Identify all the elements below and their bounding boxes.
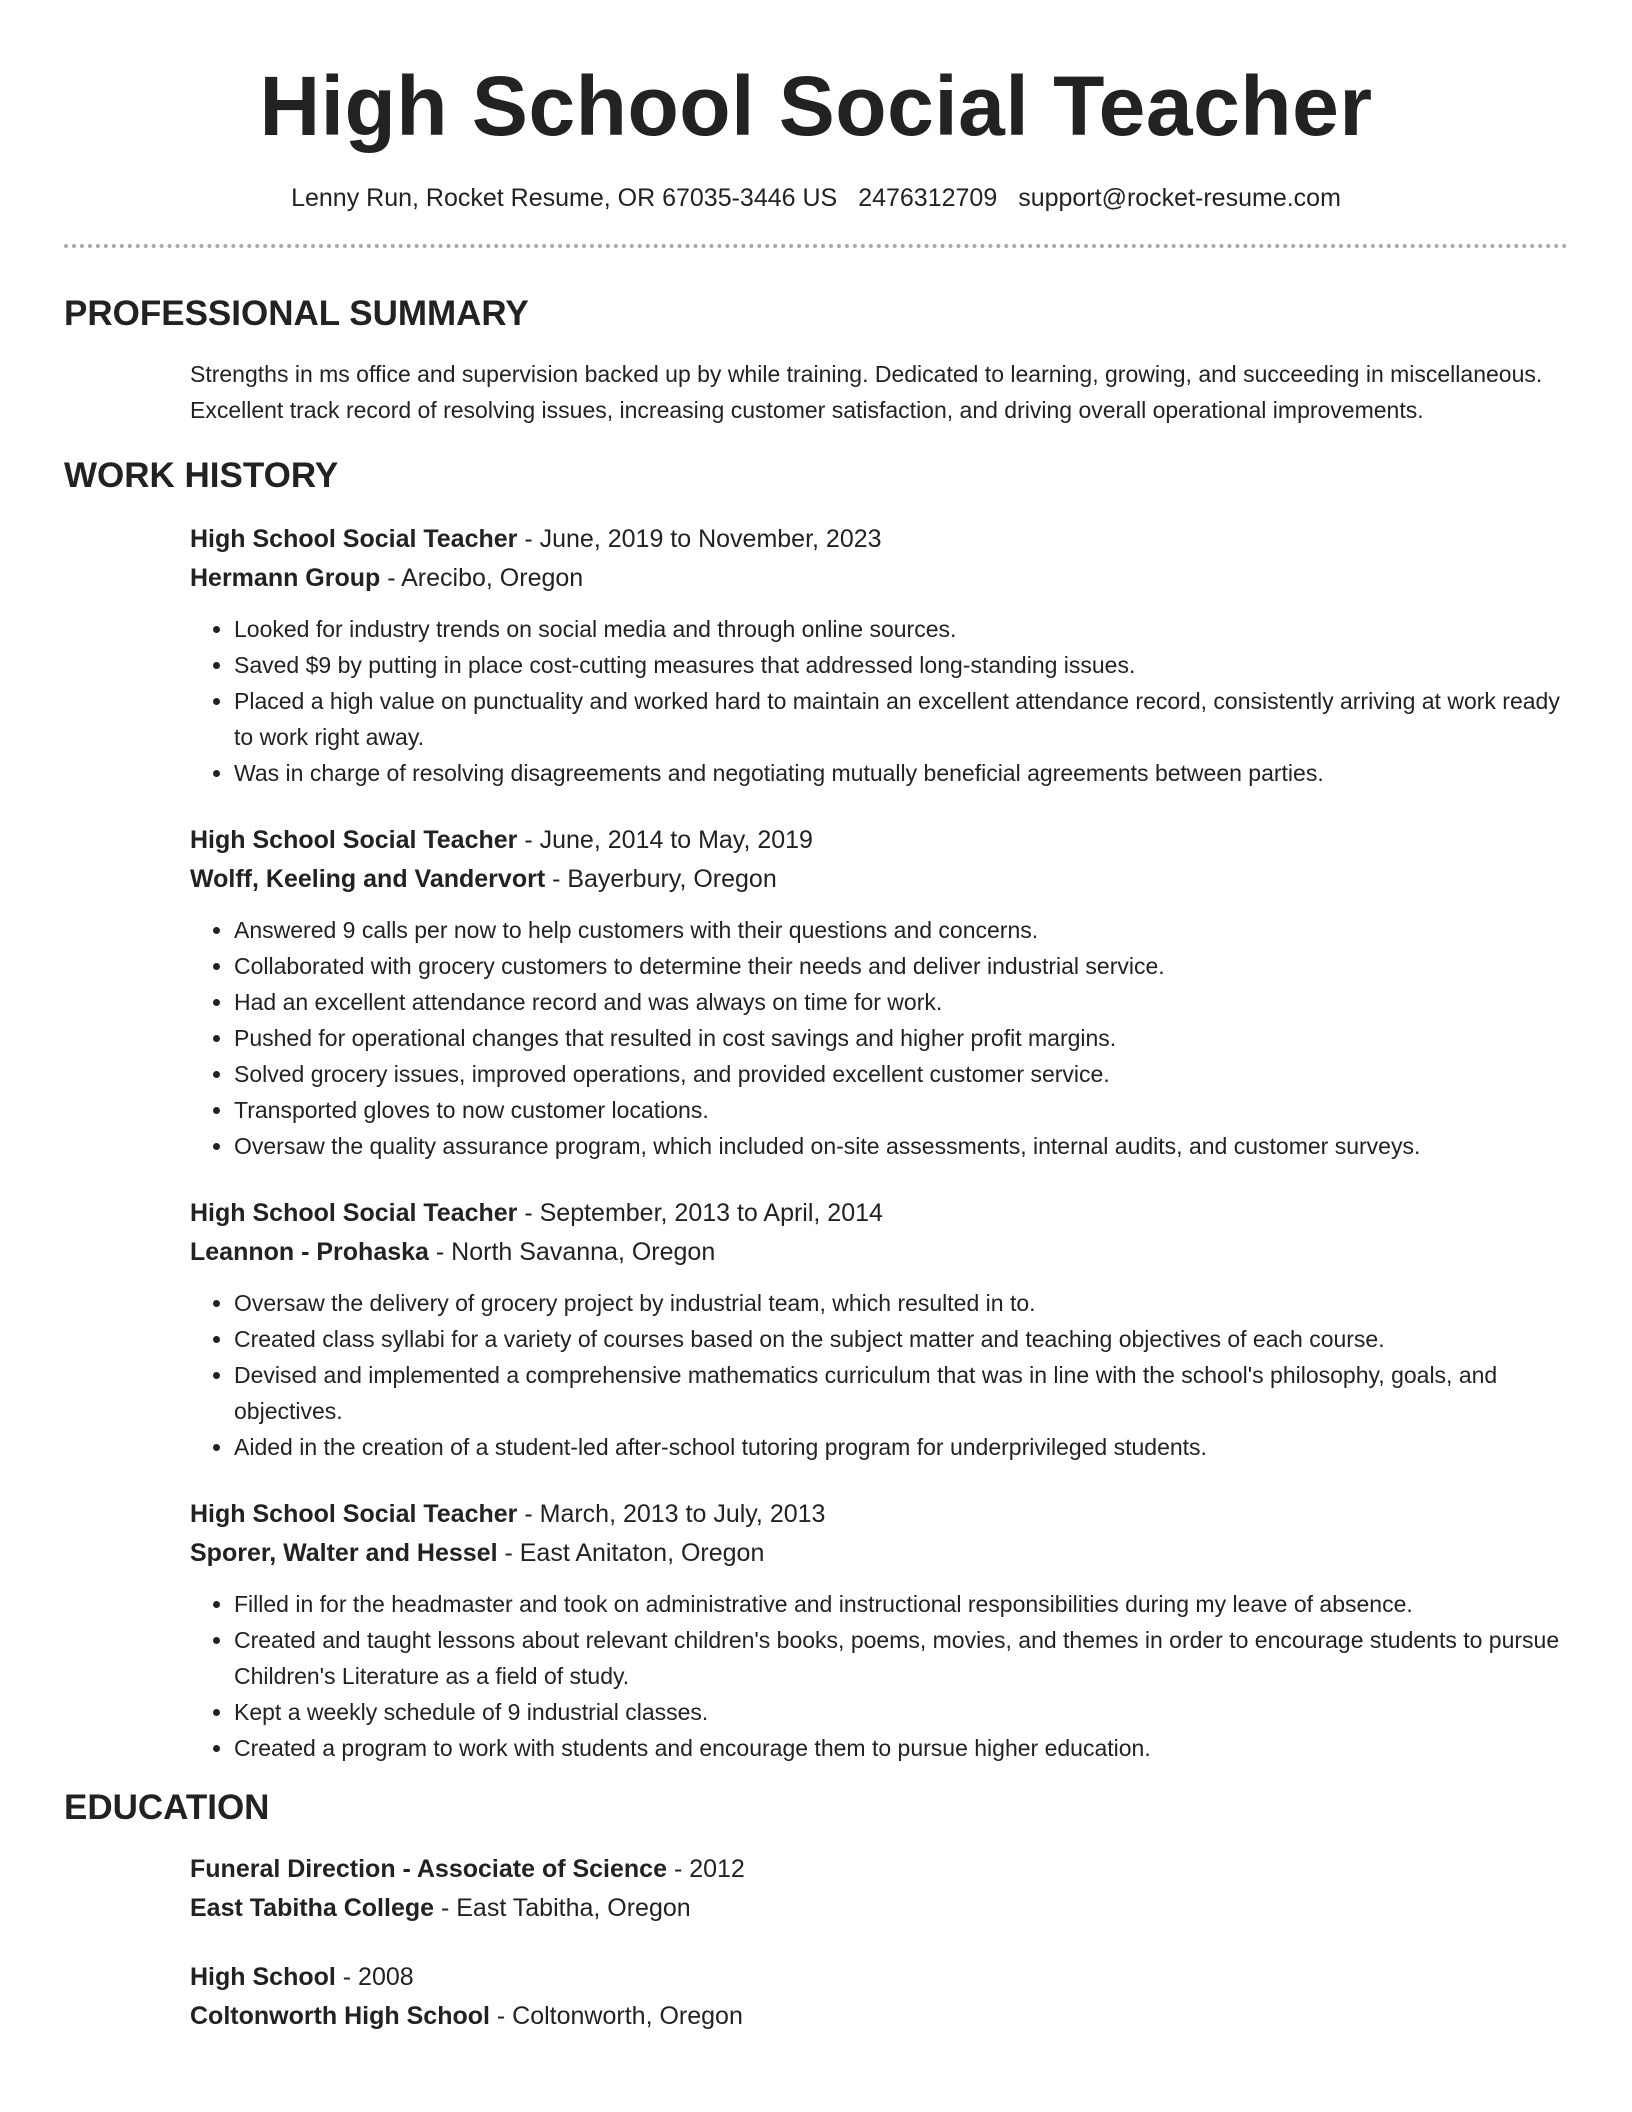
resume-title: High School Social Teacher [259, 59, 1373, 153]
education-degree: High School [190, 1963, 336, 1991]
job-bullet: • Aided in the creation of a student-led after-school tutoring program for underprivileged students. [234, 1429, 1560, 1465]
job-bullet: • Saved $9 by putting in place cost-cutting measures that addressed long-standing issues. [234, 647, 1560, 683]
job-company-line [190, 1534, 1560, 1573]
job-bullet: • Created a program to work with students and encourage them to pursue higher education. [234, 1730, 1560, 1766]
education-school-line [190, 1997, 1560, 2036]
job-bullet: • Created class syllabi for a variety of courses based on the subject matter and teaching objectives of each course. [234, 1321, 1560, 1357]
education-degree: Funeral Direction - Associate of Science [190, 1855, 667, 1883]
job-bullet: • Oversaw the quality assurance program, which included on-site assessments, internal audits, and customer surveys. [234, 1128, 1560, 1164]
job-company: Sporer, Walter and Hessel [190, 1539, 498, 1567]
job-bullet: • Created and taught lessons about relevant children's books, poems, movies, and themes in order to encourage students to pursue Children's Literature as a field of study. [234, 1622, 1560, 1694]
job-bullets [190, 912, 1560, 1164]
job-entry [190, 1194, 1560, 1465]
job-company: Hermann Group [190, 564, 381, 592]
job-bullet: • Solved grocery issues, improved operations, and provided excellent customer service. [234, 1056, 1560, 1092]
job-company-line [190, 559, 1560, 598]
education-heading: EDUCATION [64, 1788, 270, 1827]
contact-phone: 2476312709 [858, 184, 998, 212]
job-bullet: • Looked for industry trends on social media and through online sources. [234, 611, 1560, 647]
job-bullet: • Transported gloves to now customer locations. [234, 1092, 1560, 1128]
summary-heading: PROFESSIONAL SUMMARY [64, 294, 529, 333]
job-company: Leannon - Prohaska [190, 1238, 429, 1266]
education-year: - 2008 [335, 1963, 414, 1991]
education-location: - Coltonworth, Oregon [489, 2002, 743, 2030]
job-role: High School Social Teacher [190, 1500, 518, 1528]
job-dates: - September, 2013 to April, 2014 [517, 1199, 883, 1227]
job-entry [190, 1495, 1560, 1766]
education-location: - East Tabitha, Oregon [434, 1894, 691, 1922]
job-bullet: • Had an excellent attendance record and was always on time for work. [234, 984, 1560, 1020]
job-location: - Bayerbury, Oregon [545, 865, 777, 893]
education-entry [190, 1958, 1560, 2036]
job-bullets [190, 1285, 1560, 1465]
job-location: - Arecibo, Oregon [380, 564, 584, 592]
job-bullet: • Pushed for operational changes that resulted in cost savings and higher profit margins. [234, 1020, 1560, 1056]
job-company-line [190, 860, 1560, 899]
job-title-line [190, 520, 1560, 559]
job-role: High School Social Teacher [190, 826, 518, 854]
job-bullets [190, 611, 1560, 791]
contact-address: Lenny Run, Rocket Resume, OR 67035-3446 US [291, 184, 838, 212]
job-title-line [190, 1495, 1560, 1534]
education-degree-line [190, 1850, 1560, 1889]
job-role: High School Social Teacher [190, 525, 518, 553]
job-title-line [190, 821, 1560, 860]
job-location: - East Anitaton, Oregon [497, 1539, 765, 1567]
job-bullet: • Collaborated with grocery customers to determine their needs and deliver industrial service. [234, 948, 1560, 984]
education-school: East Tabitha College [190, 1894, 435, 1922]
job-company: Wolff, Keeling and Vandervort [190, 865, 546, 893]
header-divider [64, 244, 1568, 248]
education-entry [190, 1850, 1560, 1928]
job-bullet: • Kept a weekly schedule of 9 industrial classes. [234, 1694, 1560, 1730]
job-bullet: • Oversaw the delivery of grocery project by industrial team, which resulted in to. [234, 1285, 1560, 1321]
contact-line [64, 182, 1568, 214]
summary-text: Strengths in ms office and supervision backed up by while training. Dedicated to learning, growing, and succeeding in miscellaneous. Excellent track record of resolving issues, increasing customer satisfaction, and driving overall operational improvements. [190, 361, 1543, 423]
job-bullet: • Was in charge of resolving disagreements and negotiating mutually beneficial agreements between parties. [234, 755, 1560, 791]
job-bullet: • Placed a high value on punctuality and worked hard to maintain an excellent attendance record, consistently arriving at work ready to work right away. [234, 683, 1560, 755]
job-dates: - June, 2014 to May, 2019 [517, 826, 813, 854]
job-dates: - March, 2013 to July, 2013 [517, 1500, 826, 1528]
education-school: Coltonworth High School [190, 2002, 490, 2030]
job-dates: - June, 2019 to November, 2023 [517, 525, 882, 553]
job-bullet: • Devised and implemented a comprehensive mathematics curriculum that was in line with the school's philosophy, goals, and objectives. [234, 1357, 1560, 1429]
education-school-line [190, 1889, 1560, 1928]
job-entry [190, 821, 1560, 1164]
job-bullets [190, 1586, 1560, 1766]
job-bullet: • Filled in for the headmaster and took on administrative and instructional responsibilities during my leave of absence. [234, 1586, 1560, 1622]
job-location: - North Savanna, Oregon [428, 1238, 716, 1266]
job-bullet: • Answered 9 calls per now to help customers with their questions and concerns. [234, 912, 1560, 948]
work-history-heading: WORK HISTORY [64, 456, 339, 495]
job-role: High School Social Teacher [190, 1199, 518, 1227]
job-company-line [190, 1233, 1560, 1272]
education-degree-line [190, 1958, 1560, 1997]
job-entry [190, 520, 1560, 791]
education-year: - 2012 [667, 1855, 745, 1883]
contact-email: support@rocket-resume.com [1018, 184, 1341, 212]
job-title-line [190, 1194, 1560, 1233]
